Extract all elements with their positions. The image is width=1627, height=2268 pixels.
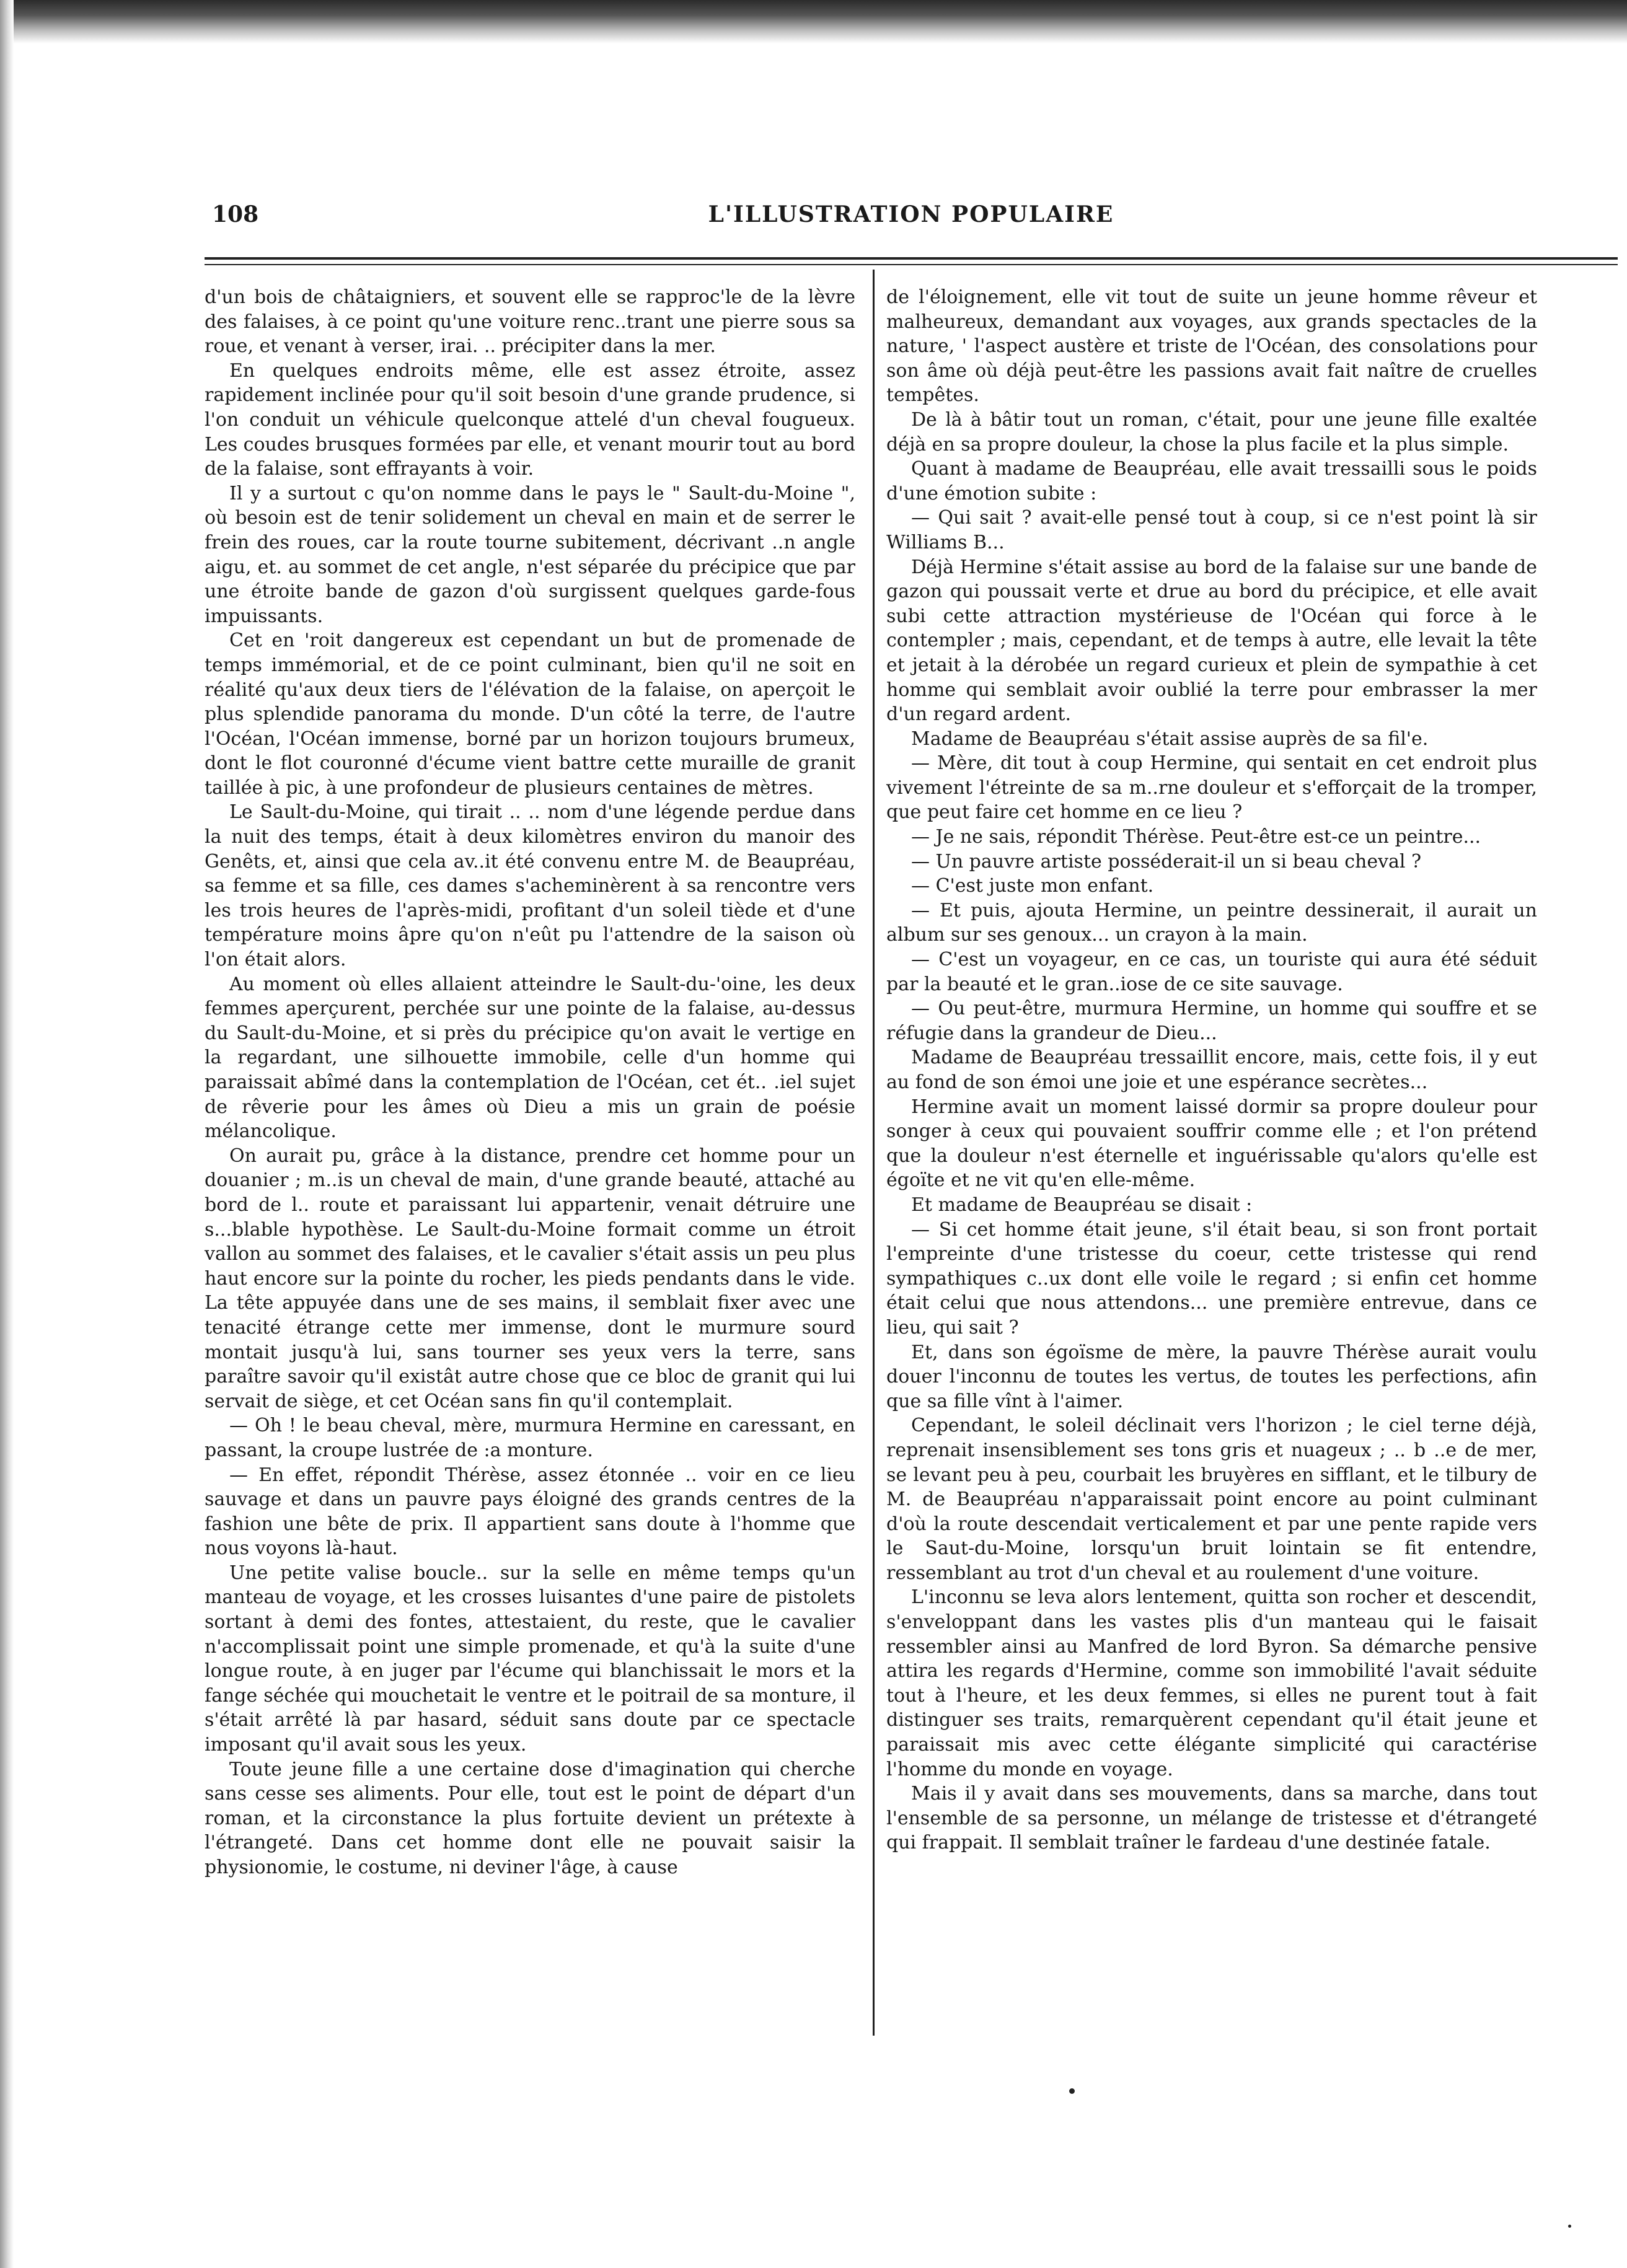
paragraph: — En effet, répondit Thérèse, assez étonnée .. voir en ce lieu sauvage et dans un pauvre pays éloigné des grands centres de la fashion une bête de prix. Il appartient sans doute à l'homme que nous voyons là-haut. xyxy=(205,1464,855,1560)
paragraph: Une petite valise boucle.. sur la selle en même temps qu'un manteau de voyage, et les crosses luisantes d'une paire de pistolets sortant à demi des fontes, attestaient, du reste, que le cavalier n'accomplissait point une simple promenade, et qu'à la suite d'une longue route, à en juger par l'écume qui blanchissait le mors et la fange séchée qui mouchetait le ventre et le poitrail de sa monture, il s'était arrêté là par hasard, séduit sans doute par ce spectacle imposant qu'il avait sous les yeux. xyxy=(205,1562,855,1756)
paragraph: Cependant, le soleil déclinait vers l'horizon ; le ciel terne déjà, reprenait insensiblement ses tons gris et nuageux ; .. b ..e de mer, se levant peu à peu, courbait les bruyères en sifflant, et le tilbury de M. de Beaupréau n'apparaissait point encore au point culminant d'où la route descendait verticalement et par une pente rapide vers le Saut-du-Moine, lorsqu'un bruit lointain se fit entendre, ressemblant au trot d'un cheval et au roulement d'une voiture. xyxy=(886,1415,1537,1584)
scan-top-edge xyxy=(0,0,1627,43)
ink-speck xyxy=(1568,2225,1571,2228)
paragraph: Déjà Hermine s'était assise au bord de la falaise sur une bande de gazon qui poussait verte et drue au bord du précipice, et elle avait subi cette attraction mystérieuse de l'Océan qui force à le contempler ; mais, cependant, et de temps à autre, elle levait la tête et jetait à la dérobée un regard curieux et plein de sympathie à cet homme qui semblait avoir oublié la terre pour embrasser la mer d'un regard ardent. xyxy=(886,556,1537,726)
ink-speck xyxy=(1069,2088,1075,2094)
paragraph: — C'est un voyageur, en ce cas, un touriste qui aura été séduit par la beauté et le gran..iose de ce site sauvage. xyxy=(886,949,1537,995)
paragraph: Mais il y avait dans ses mouvements, dans sa marche, dans tout l'ensemble de sa personne, un mélange de tristesse et d'étrangeté qui frappait. Il semblait traîner le fardeau d'une destinée fatale. xyxy=(886,1783,1537,1854)
left-column xyxy=(205,285,855,1880)
header-rule-thin xyxy=(205,264,1618,265)
paragraph: De là à bâtir tout un roman, c'était, pour une jeune fille exaltée déjà en sa propre douleur, la chose la plus facile et la plus simple. xyxy=(886,408,1537,455)
paragraph: — Ou peut-être, murmura Hermine, un homme qui souffre et se réfugie dans la grandeur de Dieu... xyxy=(886,998,1537,1044)
paragraph: Hermine avait un moment laissé dormir sa propre douleur pour songer à ceux qui pouvaient souffrir comme elle ; et l'on prétend que la douleur n'est éternelle et inguérissable qu'alors qu'elle est égoïte et ne vit qu'en elle-même. xyxy=(886,1096,1537,1192)
paragraph: de l'éloignement, elle vit tout de suite un jeune homme rêveur et malheureux, demandant aux voyages, aux grands spectacles de la nature, ' l'aspect austère et triste de l'Océan, des consolations pour son âme où déjà peut-être les passions avait fait naître de cruelles tempêtes. xyxy=(886,286,1537,407)
paragraph: Le Sault-du-Moine, qui tirait .. .. nom d'une légende perdue dans la nuit des temps, était à deux kilomètres environ du manoir des Genêts, et, ainsi que cela av..it été convenu entre M. de Beaupréau, sa femme et sa fille, ces dames s'acheminèrent à sa rencontre vers les trois heures de l'après-midi, profitant d'un soleil tiède et d'une température moins âpre qu'on n'eût pu l'attendre de la saison où l'on était alors. xyxy=(205,801,855,971)
paragraph: Madame de Beaupréau s'était assise auprès de sa fil'e. xyxy=(911,727,1429,750)
paragraph: — Oh ! le beau cheval, mère, murmura Hermine en caressant, en passant, la croupe lustrée de :a monture. xyxy=(205,1415,855,1461)
paragraph: Il y a surtout c qu'on nomme dans le pays le " Sault-du-Moine ", où besoin est de tenir solidement un cheval en main et de serrer le frein des roues, car la route tourne subitement, décrivant ..n angle aigu, et. au sommet de cet angle, n'est séparée du précipice que par une étroite bande de gazon d'où surgissent quelques garde-fous impuissants. xyxy=(205,482,855,627)
column-divider xyxy=(873,270,875,2036)
paragraph: Et madame de Beaupréau se disait : xyxy=(911,1193,1253,1216)
paragraph: L'inconnu se leva alors lentement, quitta son rocher et descendit, s'enveloppant dans les vastes plis d'un manteau qui le faisait ressembler ainsi au Manfred de lord Byron. Sa démarche pensive attira les regards d'Hermine, comme son immobilité l'avait séduite tout à l'heure, et les deux femmes, si elles ne purent tout à fait distinguer ses traits, remarquèrent cependant qu'il était jeune et paraissait mis avec cette élégante simplicité qui caractérise l'homme du monde en voyage. xyxy=(886,1586,1537,1780)
paragraph: Toute jeune fille a une certaine dose d'imagination qui cherche sans cesse ses aliments. Pour elle, tout est le point de départ d'un roman, et la circonstance la plus fortuite devient un prétexte à l'étrangeté. Dans cet homme dont elle ne pouvait saisir la physionomie, le costume, ni deviner l'âge, à cause xyxy=(205,1758,855,1878)
paragraph: On aurait pu, grâce à la distance, prendre cet homme pour un douanier ; m..is un cheval de main, d'une grande beauté, attaché au bord de l.. route et paraissant lui appartenir, venait détruire une s...blable hypothèse. Le Sault-du-Moine formait comme un étroit vallon au sommet des falaises, et le cavalier s'était assis un peu plus haut encore sur la pointe du rocher, les pieds pendants dans le vide. La tête appuyée dans une de ses mains, il semblait fixer avec une tenacité étrange cette mer immense, dont le murmure sourd montait jusqu'à lui, sans tourner ses yeux vers la terre, sans paraître savoir qu'il existât autre chose que ce bloc de granit qui lui servait de siège, et cet Océan sans fin qu'il contemplait. xyxy=(205,1145,855,1412)
paragraph: En quelques endroits même, elle est assez étroite, assez rapidement inclinée pour qu'il soit besoin d'une grande prudence, si l'on conduit un véhicule quelconque attelé d'un cheval fougueux. Les coudes brusques formées par elle, et venant mourir tout au bord de la falaise, sont effrayants à voir. xyxy=(205,359,855,480)
paragraph: — Mère, dit tout à coup Hermine, qui sentait en cet endroit plus vivement l'étreinte de sa m..rne douleur et s'efforçait de la tromper, que peut faire cet homme en ce lieu ? xyxy=(886,752,1537,824)
paragraph: — Un pauvre artiste posséderait-il un si beau cheval ? xyxy=(911,850,1422,872)
paragraph: Quant à madame de Beaupréau, elle avait tressailli sous le poids d'une émotion subite : xyxy=(886,458,1537,504)
right-column xyxy=(886,285,1537,1855)
page-number: 108 xyxy=(212,201,259,227)
paragraph: Madame de Beaupréau tressaillit encore, mais, cette fois, il y eut au fond de son émoi une joie et une espérance secrètes... xyxy=(886,1047,1537,1093)
header-rule xyxy=(205,257,1618,260)
paragraph: Et, dans son égoïsme de mère, la pauvre Thérèse aurait voulu douer l'inconnu de toutes les vertus, de toutes les perfections, afin que sa fille vînt à l'aimer. xyxy=(886,1341,1537,1412)
paragraph: d'un bois de châtaigniers, et souvent elle se rapproc'le de la lèvre des falaises, à ce point qu'une voiture renc..trant une pierre sous sa roue, et venant à verser, irai. .. précipiter dans la mer. xyxy=(205,286,855,358)
journal-title: L'ILLUSTRATION POPULAIRE xyxy=(708,201,1114,227)
paragraph: — Qui sait ? avait-elle pensé tout à coup, si ce n'est point là sir Williams B... xyxy=(886,507,1537,553)
paragraph: — Si cet homme était jeune, s'il était beau, si son front portait l'empreinte d'une tristesse du coeur, cette tristesse qui rend sympathiques c..ux dont elle voile le regard ; si enfin cet homme était celui que nous attendons... une première entrevue, dans ce lieu, qui sait ? xyxy=(886,1218,1537,1338)
paragraph: Cet en 'roit dangereux est cependant un but de promenade de temps immémorial, et de ce point culminant, bien qu'il ne soit en réalité qu'aux deux tiers de l'élévation de la falaise, on aperçoit le plus splendide panorama du monde. D'un côté la terre, de l'autre l'Océan, l'Océan immense, borné par un horizon toujours brumeux, dont le flot couronné d'écume vient battre cette muraille de granit taillée à pic, à une profondeur de plusieurs centaines de mètres. xyxy=(205,630,855,799)
paragraph: Au moment où elles allaient atteindre le Sault-du-'oine, les deux femmes aperçurent, perchée sur une pointe de la falaise, au-dessus du Sault-du-Moine, et si près du précipice qu'on avait le vertige en la regardant, une silhouette immobile, celle d'un homme qui paraissait abîmé dans la contemplation de l'Océan, cet ét.. .iel sujet de rêverie pour les âmes où Dieu a mis un grain de poésie mélancolique. xyxy=(205,973,855,1143)
page-header xyxy=(205,201,1618,239)
paragraph: — Je ne sais, répondit Thérèse. Peut-être est-ce un peintre... xyxy=(911,826,1481,848)
paragraph: — Et puis, ajouta Hermine, un peintre dessinerait, il aurait un album sur ses genoux... un crayon à la main. xyxy=(886,899,1537,946)
paragraph: — C'est juste mon enfant. xyxy=(911,875,1154,897)
scan-left-edge xyxy=(0,0,14,2268)
